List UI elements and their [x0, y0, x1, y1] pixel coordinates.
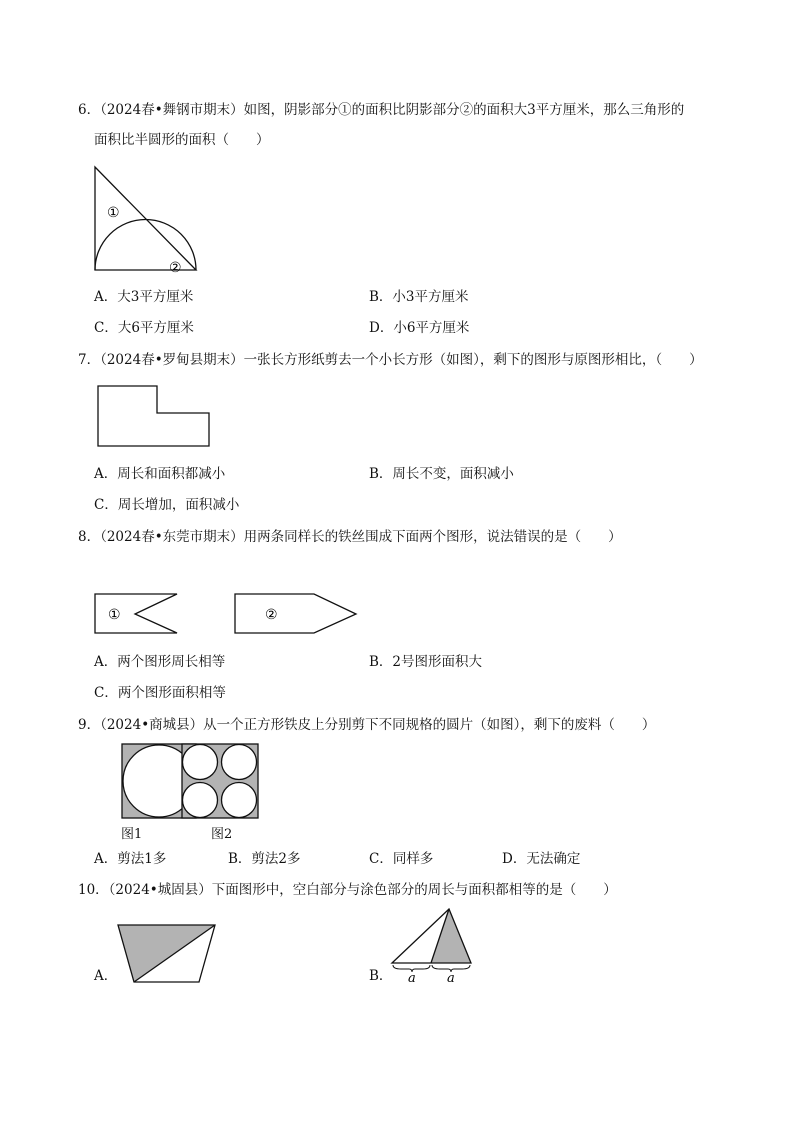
q6-label-1: ① [107, 205, 120, 221]
q9-option-b[interactable]: B．剪法2多 [228, 851, 301, 867]
q9-small-circle [222, 745, 257, 780]
q6-stem-line1: 6．（2024春•舞钢市期末）如图，阴影部分①的面积比阴影部分②的面积大3平方厘米，那么三角形的 [78, 102, 685, 118]
q6-label-2: ② [169, 260, 182, 274]
q8-label-1: ① [108, 607, 121, 623]
q8-shape-2 [235, 594, 356, 633]
q8-stem: 8．（2024春•东莞市期末）用两条同样长的铁丝围成下面两个图形，说法错误的是（ ） [78, 529, 622, 545]
q8-option-b[interactable]: B．2号图形面积大 [369, 654, 483, 670]
q10-shaded-triangle [118, 925, 215, 982]
q9-option-a[interactable]: A．剪法1多 [94, 851, 167, 867]
q10-label-a: a [447, 971, 455, 985]
q10-shaded-triangle [431, 909, 471, 963]
q8-option-c[interactable]: C．两个图形面积相等 [94, 685, 226, 701]
q7-stem: 7．（2024春•罗甸县期末）一张长方形纸剪去一个小长方形（如图），剩下的图形与原图形相比，（ ） [78, 352, 703, 368]
q10-figure-b [388, 905, 480, 985]
q9-option-d[interactable]: D．无法确定 [502, 851, 581, 867]
q9-small-circle [222, 783, 257, 818]
q6-stem-line2: 面积比半圆形的面积（ ） [94, 132, 270, 148]
q8-figure [92, 590, 360, 638]
q9-caption-2: 图2 [211, 827, 233, 842]
q10-option-b[interactable]: B． [369, 968, 393, 984]
q9-figure [120, 742, 262, 820]
q10-option-a[interactable]: A． [94, 968, 118, 984]
q7-option-b[interactable]: B．周长不变，面积减小 [369, 466, 514, 482]
q9-caption-1: 图1 [121, 827, 143, 842]
q7-option-a[interactable]: A．周长和面积都减小 [94, 466, 226, 482]
q6-option-b[interactable]: B．小3平方厘米 [369, 289, 469, 305]
q6-option-d[interactable]: D．小6平方厘米 [369, 320, 470, 336]
q7-cut-rectangle [98, 386, 209, 446]
q6-option-c[interactable]: C．大6平方厘米 [94, 320, 194, 336]
q9-small-circle [183, 783, 218, 818]
q10-label-a: a [408, 971, 416, 985]
q9-stem: 9．（2024•商城县）从一个正方形铁皮上分别剪下不同规格的圆片（如图），剩下的废料（ ） [78, 717, 656, 733]
q7-option-c[interactable]: C．周长增加，面积减小 [94, 497, 240, 513]
q9-option-c[interactable]: C．同样多 [369, 851, 434, 867]
q10-figure-a [114, 922, 220, 986]
q10-stem: 10．（2024•城固县）下面图形中，空白部分与涂色部分的周长与面积都相等的是（ ） [78, 882, 617, 898]
q8-option-a[interactable]: A．两个图形周长相等 [94, 654, 226, 670]
q6-figure [90, 164, 202, 274]
q6-option-a[interactable]: A．大3平方厘米 [94, 289, 194, 305]
q7-figure [95, 383, 213, 449]
q9-small-circle [183, 745, 218, 780]
q8-label-2: ② [265, 607, 278, 623]
